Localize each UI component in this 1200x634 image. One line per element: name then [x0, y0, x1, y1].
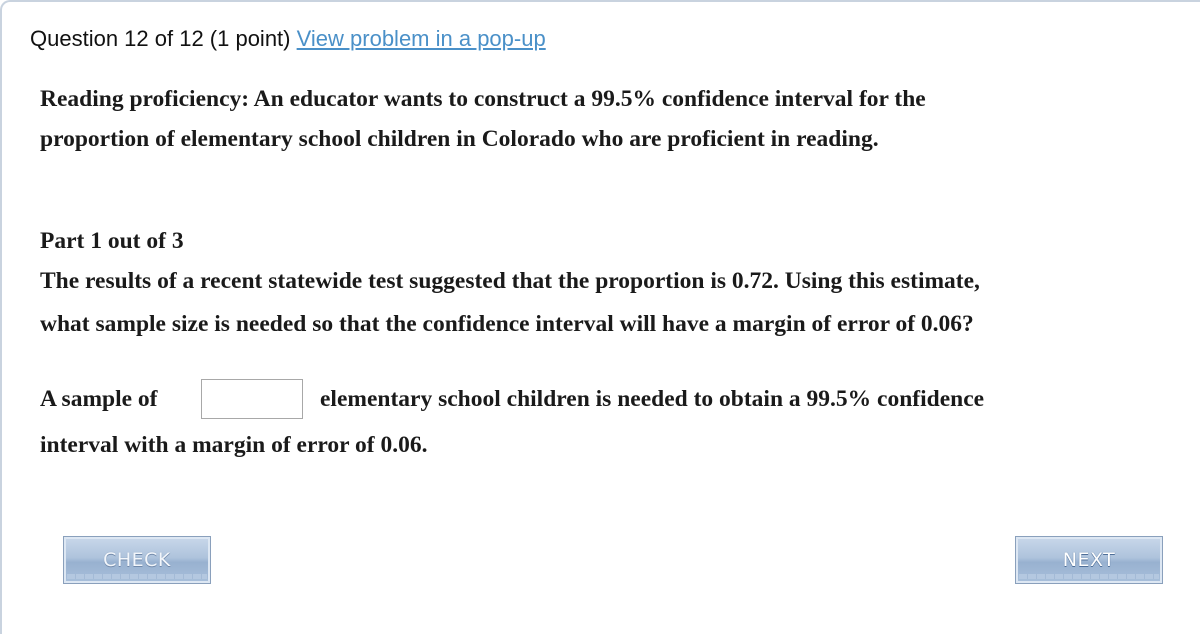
answer-suffix: elementary school children is needed to obtain a 99.5% confidence — [320, 386, 985, 412]
view-popup-link[interactable]: View problem in a pop-up — [296, 26, 546, 51]
answer-prefix: A sample of — [40, 386, 158, 412]
next-button[interactable]: NEXT — [1015, 536, 1163, 584]
question-label: Question 12 of 12 (1 point) — [30, 26, 291, 51]
problem-intro-line-1: Reading proficiency: An educator wants to construct a 99.5% confidence interval for the — [40, 86, 926, 112]
question-header — [30, 26, 546, 52]
part-label: Part 1 out of 3 — [40, 228, 184, 254]
problem-intro-line-2: proportion of elementary school children in Colorado who are proficient in reading. — [40, 126, 879, 152]
part-question-line-1: The results of a recent statewide test suggested that the proportion is 0.72. Using this estimate, — [40, 268, 980, 294]
part-question-line-2: what sample size is needed so that the confidence interval will have a margin of error of 0.06? — [40, 311, 974, 337]
answer-line-2: interval with a margin of error of 0.06. — [40, 432, 428, 458]
check-button[interactable]: CHECK — [63, 536, 211, 584]
sample-size-input[interactable] — [201, 379, 303, 419]
